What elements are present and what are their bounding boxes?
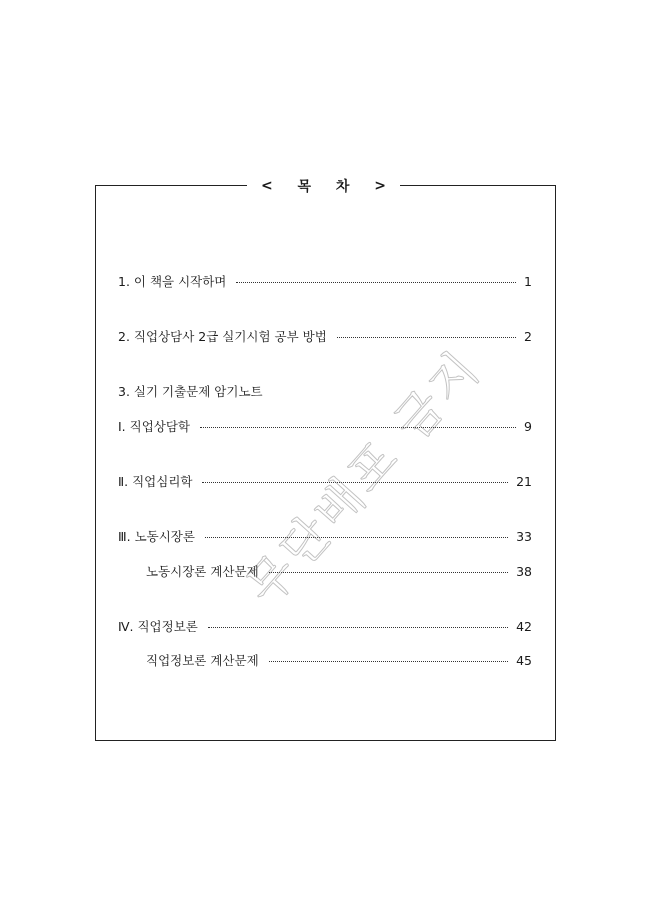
leader-dots [202,482,508,483]
title-char-2: 차 [335,179,350,195]
leader-dots [269,661,508,662]
watermark-text: 무단배포 금지 [235,339,493,616]
toc-entry-label: 2. 직업상담사 2급 실기시험 공부 방법 [118,329,327,344]
toc-entry-intro[interactable] [118,272,532,290]
title-close-bracket: > [374,178,386,194]
leader-dots [205,537,508,538]
toc-entry-page: 21 [516,473,532,489]
toc-entry-job-info-calc[interactable] [146,651,532,669]
title-open-bracket: < [261,178,273,194]
leader-dots [208,627,508,628]
toc-entry-page: 9 [524,418,532,434]
toc-entry-counseling[interactable] [118,417,532,435]
toc-entry-page: 38 [516,563,532,579]
toc-entry-psychology[interactable] [118,472,532,490]
toc-entry-label: 직업정보론 계산문제 [146,653,259,668]
toc-entry-label: Ⅰ. 직업상담학 [118,419,191,434]
leader-dots [269,572,508,573]
section-3-heading: 3. 실기 기출문제 암기노트 [118,384,263,399]
title-char-1: 목 [297,179,312,195]
toc-entry-page: 2 [524,328,532,344]
toc-entry-label: Ⅲ. 노동시장론 [118,529,195,544]
toc-entry-label: Ⅱ. 직업심리학 [118,474,193,489]
toc-entry-page: 45 [516,652,532,668]
leader-dots [200,427,516,428]
leader-dots [337,337,516,338]
toc-entry-page: 42 [516,618,532,634]
toc-entry-labor-market[interactable] [118,527,532,545]
toc-entry-study-method[interactable] [118,327,532,345]
toc-entry-job-info[interactable] [118,617,532,635]
toc-entry-label: Ⅳ. 직업정보론 [118,619,198,634]
toc-entry-label: 노동시장론 계산문제 [146,564,259,579]
toc-entry-page: 1 [524,273,532,289]
toc-entry-labor-market-calc[interactable] [146,562,532,580]
toc-title [247,176,400,196]
leader-dots [236,282,516,283]
toc-entry-page: 33 [516,528,532,544]
toc-entry-label: 1. 이 책을 시작하며 [118,274,227,289]
